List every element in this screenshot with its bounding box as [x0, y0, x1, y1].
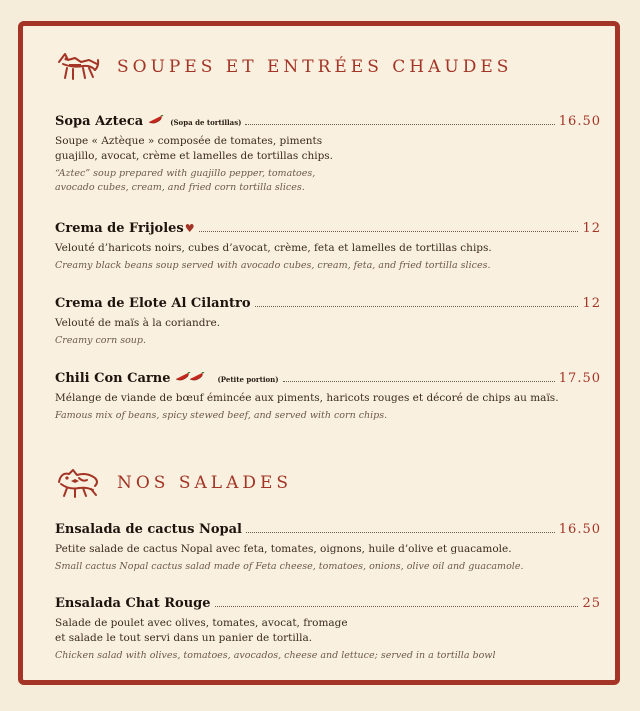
item-name: Ensalada de cactus Nopal — [55, 522, 242, 537]
item-name: Ensalada Chat Rouge — [55, 596, 211, 611]
menu-item-sopa-azteca — [55, 114, 601, 195]
item-price: 12 — [582, 296, 601, 311]
item-name: Crema de Frijoles — [55, 221, 184, 236]
item-name: Chili Con Carne — [55, 371, 171, 386]
item-description-en: Small cactus Nopal cactus salad made of Feta cheese, tomatoes, onions, olive oil and guacamole. — [55, 561, 524, 572]
item-description-fr: Salade de poulet avec olives, tomates, avocat, fromage et salade le tout servi dans un panier de tortilla. — [55, 617, 348, 644]
item-price: 17.50 — [558, 371, 601, 386]
menu-item-ensalada-chat-rouge — [55, 596, 601, 663]
menu-item-chili-con-carne — [55, 371, 601, 423]
item-name: Crema de Elote Al Cilantro — [55, 296, 251, 311]
menu-item-ensalada-nopal — [55, 522, 601, 574]
menu-frame — [18, 21, 620, 685]
item-price: 16.50 — [558, 114, 601, 129]
item-price: 12 — [582, 221, 601, 236]
item-description-fr: Velouté d’haricots noirs, cubes d’avocat, crème, feta et lamelles de tortillas chips. — [55, 242, 492, 254]
item-price: 25 — [582, 596, 601, 611]
item-description-fr: Soupe « Aztèque » composée de tomates, piments guajillo, avocat, crème et lamelles de tortillas chips. — [55, 135, 334, 162]
chili-pepper-icon — [175, 372, 205, 382]
section-header-soupes — [55, 50, 512, 84]
item-description-en: Creamy black beans soup served with avocado cubes, cream, feta, and fried tortilla slices. — [55, 260, 491, 271]
dotted-leader — [245, 124, 554, 125]
item-description-fr: Velouté de maïs à la coriandre. — [55, 317, 221, 329]
menu-item-crema-de-elote — [55, 296, 601, 348]
aztec-coyote-icon — [55, 50, 101, 84]
section-title: NOS SALADES — [117, 473, 293, 493]
chili-pepper-icon — [148, 115, 164, 125]
dotted-leader — [246, 532, 555, 533]
item-price: 16.50 — [558, 522, 601, 537]
item-description-en: Famous mix of beans, spicy stewed beef, and served with corn chips. — [55, 410, 388, 421]
item-description-fr: Mélange de viande de bœuf émincée aux piments, haricots rouges et décoré de chips au maïs. — [55, 392, 559, 404]
heart-icon: ♥ — [184, 222, 195, 235]
section-title: SOUPES ET ENTRÉES CHAUDES — [117, 57, 513, 77]
item-description-en: Creamy corn soup. — [55, 335, 147, 346]
item-note: (Petite portion) — [217, 375, 279, 384]
menu-item-crema-de-frijoles — [55, 221, 601, 273]
item-description-en: Chicken salad with olives, tomatoes, avocados, cheese and lettuce; served in a tortilla bowl — [55, 650, 496, 661]
item-name: Sopa Azteca — [55, 114, 144, 129]
section-header-salades — [55, 466, 292, 500]
item-note: (Sopa de tortillas) — [170, 118, 242, 127]
item-description-en: “Aztec” soup prepared with guajillo pepper, tomatoes, avocado cubes, cream, and fried corn tortilla slices. — [55, 168, 316, 193]
dotted-leader — [283, 381, 555, 382]
aztec-animal-icon — [55, 466, 101, 500]
dotted-leader — [199, 231, 579, 232]
item-description-fr: Petite salade de cactus Nopal avec feta, tomates, oignons, huile d’olive et guacamole. — [55, 543, 512, 555]
dotted-leader — [255, 306, 579, 307]
dotted-leader — [215, 606, 579, 607]
